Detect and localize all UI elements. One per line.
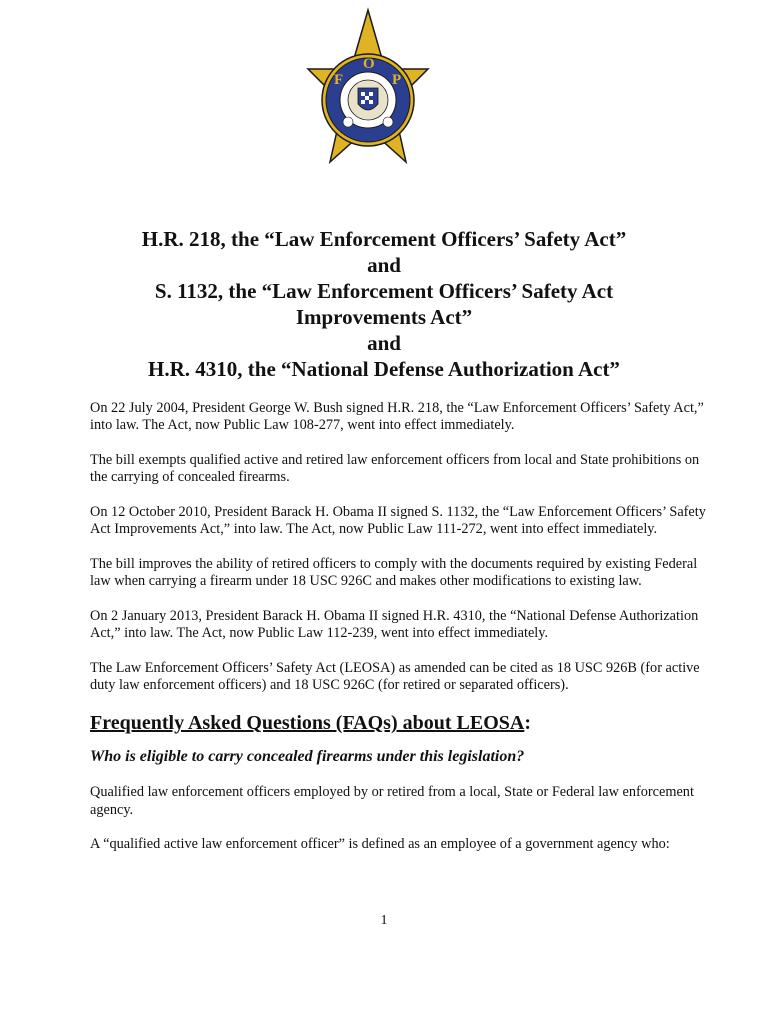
- paragraph-hr218-signed: On 22 July 2004, President George W. Bush signed H.R. 218, the “Law Enforcement Officers’ Safety Act,” into law. The Act, now Public Law 108-277, went into effect immediately.: [90, 400, 704, 434]
- title-and-1: and: [367, 253, 401, 277]
- title-line-s1132: S. 1132, the “Law Enforcement Officers’ Safety Act: [154, 279, 614, 303]
- paragraph-improvements: The bill improves the ability of retired officers to comply with the documents required by existing Federal law when carrying a firearm under 18 USC 926C and makes other modifications to existing law.: [90, 555, 698, 589]
- faq-answer-1: Qualified law enforcement officers employed by or retired from a local, State or Federal law enforcement agency.: [90, 784, 694, 818]
- logo-letter-o: O: [363, 56, 375, 72]
- faq-heading-colon: :: [524, 712, 531, 735]
- logo-letter-p: P: [392, 72, 402, 88]
- document-title-block: [60, 226, 708, 382]
- faq-heading: [90, 711, 710, 735]
- title-and-2: and: [367, 331, 401, 355]
- logo-letter-f: F: [334, 72, 344, 88]
- title-line-hr218: H.R. 218, the “Law Enforcement Officers’ Safety Act”: [141, 227, 627, 251]
- paragraph-hr4310-signed: On 2 January 2013, President Barack H. Obama II signed H.R. 4310, the “National Defense Authorization Act,” into law. The Act, now Public Law 112-239, went into effect immediately.: [90, 607, 699, 641]
- fop-star-badge-icon: [304, 4, 432, 204]
- title-line-hr4310: H.R. 4310, the “National Defense Authorization Act”: [148, 357, 620, 381]
- document-body: [90, 400, 710, 871]
- fop-logo: [304, 4, 432, 204]
- faq-heading-text: Frequently Asked Questions (FAQs) about LEOSA: [90, 712, 525, 735]
- paragraph-exemption: The bill exempts qualified active and retired law enforcement officers from local and State prohibitions on the carrying of concealed firearms.: [90, 451, 700, 486]
- faq-question: Who is eligible to carry concealed firearms under this legislation?: [90, 748, 525, 766]
- page-number: 1: [380, 913, 388, 928]
- paragraph-citation: The Law Enforcement Officers’ Safety Act (LEOSA) as amended can be cited as 18 USC 926B (for active duty law enforcement officers) and 18 USC 926C (for retired or separated officers).: [90, 659, 700, 693]
- faq-answer-2: A “qualified active law enforcement officer” is defined as an employee of a government agency who:: [90, 836, 670, 853]
- title-line-s1132-cont: Improvements Act”: [295, 305, 473, 329]
- paragraph-s1132-signed: On 12 October 2010, President Barack H. Obama II signed S. 1132, the “Law Enforcement Officers’ Safety Act Improvements Act,” into law. The Act, now Public Law 111-272, went into effect immediately.: [90, 503, 706, 538]
